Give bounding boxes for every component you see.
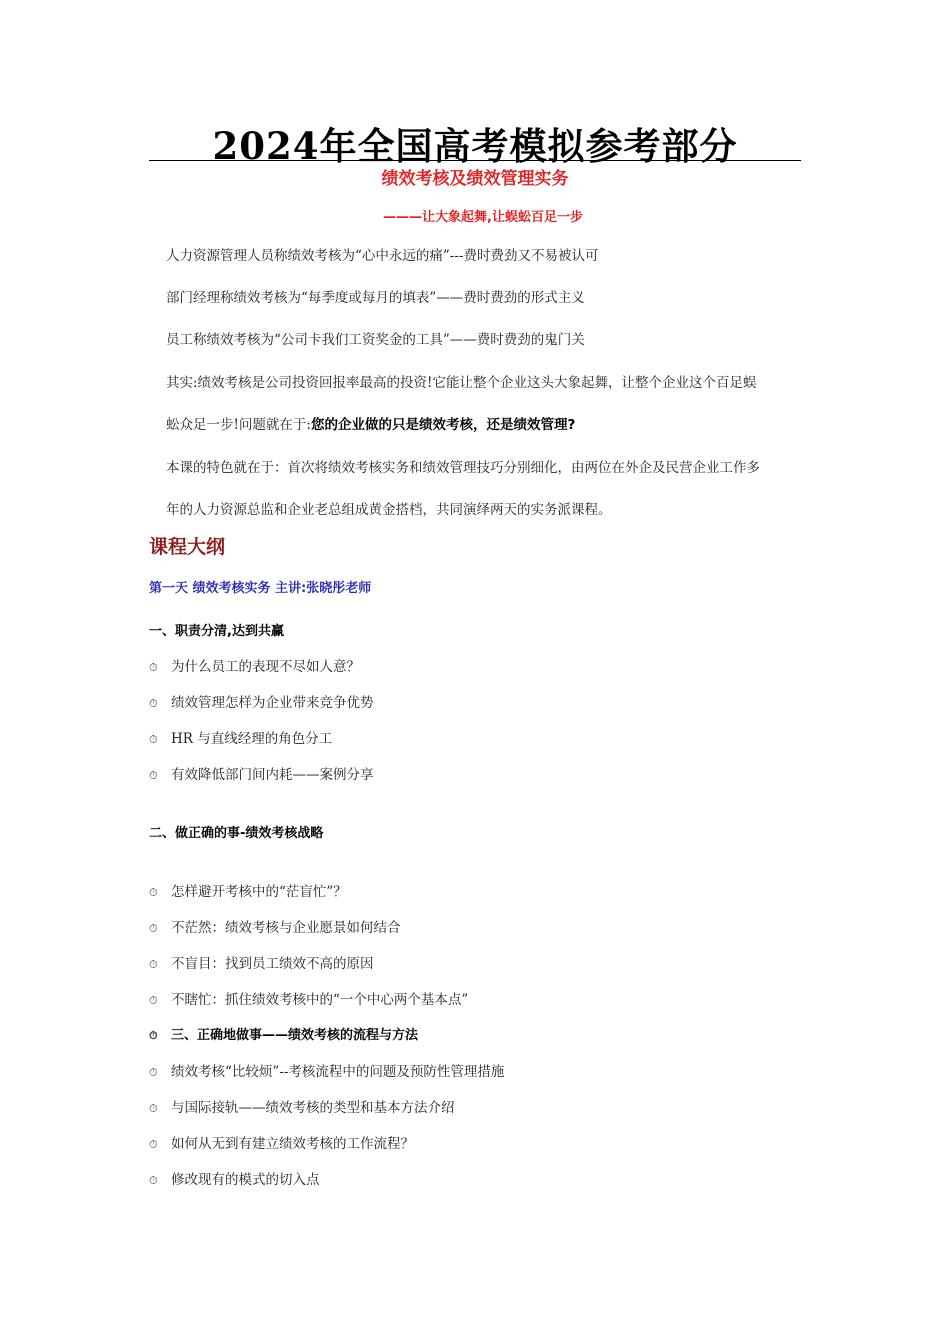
clock-icon: ⏱ [149, 697, 158, 710]
list-item-text: 怎样避开考核中的“茫盲忙”？ [171, 884, 347, 900]
section-2-heading: 二、做正确的事-绩效考核战略 [149, 826, 324, 841]
list-item-text: 绩效考核“比较烦”--考核流程中的问题及预防性管理措施 [171, 1064, 505, 1080]
list-item [149, 691, 374, 711]
day-one-heading: 第一天 绩效考核实务 主讲:张晓彤老师 [149, 581, 372, 596]
clock-icon: ⏱ [149, 1138, 158, 1151]
list-item [149, 655, 360, 675]
list-item-text: 修改现有的模式的切入点 [171, 1172, 320, 1188]
intro-paragraph-2: 部门经理称绩效考核为“每季度或每月的填表”——费时费劲的形式主义 [166, 290, 585, 306]
list-item-text: 与国际接轨——绩效考核的类型和基本方法介绍 [171, 1100, 455, 1116]
intro-paragraph-5-line-1: 本课的特色就在于：首次将绩效考核实务和绩效管理技巧分别细化，由两位在外企及民营企业工作多 [166, 460, 760, 476]
list-item-text: 为什么员工的表现不尽如人意？ [171, 659, 360, 675]
list-item-text: 不瞎忙：抓住绩效考核中的“一个中心两个基本点” [171, 992, 469, 1008]
list-item [149, 988, 468, 1008]
outline-title: 课程大纲 [149, 536, 226, 558]
list-item-text: 不茫然：绩效考核与企业愿景如何结合 [171, 920, 401, 936]
clock-icon: ⏱ [149, 1029, 158, 1042]
list-item-text: 如何从无到有建立绩效考核的工作流程？ [171, 1136, 414, 1152]
intro-paragraph-1: 人力资源管理人员称绩效考核为“心中永远的痛”---费时费劲又不易被认可 [166, 248, 599, 264]
document-subtitle: 绩效考核及绩效管理实务 [381, 169, 569, 189]
intro-paragraph-4-plain: 蚣众足一步!问题就在于: [166, 417, 311, 433]
list-item-text: 不盲目：找到员工绩效不高的原因 [171, 956, 374, 972]
slogan: ———让大象起舞,让蜈蚣百足一步 [383, 210, 583, 225]
clock-icon: ⏱ [149, 994, 158, 1007]
intro-paragraph-3: 员工称绩效考核为“公司卡我们工资奖金的工具”——费时费劲的鬼门关 [166, 332, 585, 348]
section-3-heading-text: 三、正确地做事——绩效考核的流程与方法 [171, 1028, 419, 1043]
intro-paragraph-4-line-2 [166, 413, 575, 433]
clock-icon: ⏱ [149, 886, 158, 899]
section-3-heading [149, 1024, 418, 1043]
document-title: 2024年全国高考模拟参考部分 [212, 124, 738, 168]
clock-icon: ⏱ [149, 1066, 158, 1079]
list-item [149, 763, 374, 783]
intro-paragraph-5-line-2: 年的人力资源总监和企业老总组成黄金搭档，共同演绎两天的实务派课程。 [166, 502, 612, 518]
list-item [149, 727, 332, 747]
list-item [149, 1132, 414, 1152]
section-1-heading: 一、职责分清,达到共赢 [149, 624, 284, 639]
list-item-text: 有效降低部门间内耗——案例分享 [171, 767, 374, 783]
clock-icon: ⏱ [149, 733, 158, 746]
clock-icon: ⏱ [149, 1102, 158, 1115]
list-item [149, 1096, 455, 1116]
intro-paragraph-4-line-1: 其实:绩效考核是公司投资回报率最高的投资!它能让整个企业这头大象起舞，让整个企业这个百足蜈 [166, 375, 757, 391]
list-item [149, 1168, 320, 1188]
intro-key-question: 您的企业做的只是绩效考核，还是绩效管理? [310, 417, 576, 433]
list-item [149, 916, 401, 936]
list-item [149, 952, 374, 972]
clock-icon: ⏱ [149, 769, 158, 782]
clock-icon: ⏱ [149, 922, 158, 935]
title-underline [149, 160, 801, 161]
list-item [149, 880, 347, 900]
list-item [149, 1060, 504, 1080]
list-item-text: 绩效管理怎样为企业带来竞争优势 [171, 695, 374, 711]
clock-icon: ⏱ [149, 661, 158, 674]
clock-icon: ⏱ [149, 1174, 158, 1187]
list-item-text: HR 与直线经理的角色分工 [171, 731, 333, 747]
clock-icon: ⏱ [149, 958, 158, 971]
